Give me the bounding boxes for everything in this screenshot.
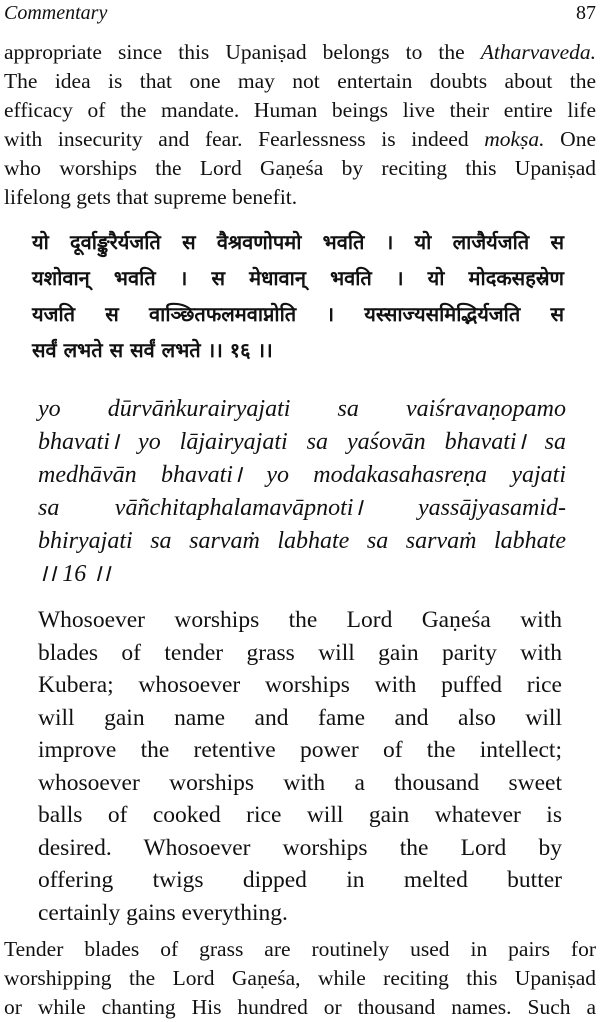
translation-line: blades of tender grass will gain parity with <box>38 639 562 666</box>
verse-line: यजति स वाञ्छितफलमवाप्नोति । यस्साज्यसमिद्भिर्यजति स <box>32 302 564 326</box>
text-line: lifelong gets that supreme benefit. <box>4 185 298 209</box>
running-title: Commentary <box>4 2 108 24</box>
translation <box>38 604 562 929</box>
page-number: 87 <box>576 2 596 24</box>
text-line: or while chanting His hundred or thousand names. Such a <box>4 995 596 1019</box>
translation-line: certainly gains everything. <box>38 899 288 926</box>
text-line: The idea is that one may not entertain doubts about the <box>4 69 596 93</box>
text-line: appropriate since this Upaniṣad belongs to the Atharvaveda. <box>4 40 596 64</box>
transliteration-line: sa vāñchitaphalamavāpnoti। yassājyasamid- <box>38 495 566 521</box>
text-line: Tender blades of grass are routinely used in pairs for <box>4 937 596 961</box>
verse-line: यशोवान् भवति । स मेधावान् भवति । यो मोदकसहस्रेण <box>32 266 564 290</box>
text-line: efficacy of the mandate. Human beings live their entire life <box>4 98 596 122</box>
transliteration-line: bhiryajati sa sarvaṁ labhate sa sarvaṁ labhate <box>38 528 566 554</box>
emphasis-atharvaveda: Atharvaveda. <box>480 40 596 64</box>
translation-line: balls of cooked rice will gain whatever is <box>38 802 562 828</box>
commentary-paragraph-bottom <box>4 935 596 1022</box>
transliteration-line: bhavati। yo lājairyajati sa yaśovān bhavati। sa <box>38 429 566 455</box>
text-line: who worships the Lord Gaṇeśa by reciting this Upaniṣad <box>4 156 596 180</box>
verse-line: यो दूर्वाङ्कुरैर्यजति स वैश्रवणोपमो भवति । यो लाजैर्यजति स <box>32 230 564 254</box>
translation-line: offering twigs dipped in melted butter <box>38 867 562 893</box>
transliteration-line: ।। 16 ।। <box>38 561 111 587</box>
text-line: worshipping the Lord Gaṇeśa, while reciting this Upaniṣad <box>4 966 596 990</box>
emphasis-moksa: mokṣa. <box>484 127 545 151</box>
transliteration <box>38 393 566 591</box>
text-line: with insecurity and fear. Fearlessness is indeed mokṣa. One <box>4 127 596 151</box>
translation-line: improve the retentive power of the intellect; <box>38 737 562 763</box>
translation-line: Kubera; whosoever worships with puffed rice <box>38 672 562 698</box>
transliteration-line: yo dūrvāṅkurairyajati sa vaiśravaṇopamo <box>38 396 566 422</box>
verse-line: सर्वं लभते स सर्वं लभते ।। १६ ।। <box>32 338 273 362</box>
sanskrit-verse <box>32 224 564 368</box>
translation-line: whosoever worships with a thousand sweet <box>38 769 562 796</box>
transliteration-line: medhāvān bhavati। yo modakasahasreṇa yajati <box>38 462 566 488</box>
commentary-paragraph-top <box>4 38 596 212</box>
running-header <box>4 0 596 28</box>
translation-line: Whosoever worships the Lord Gaṇeśa with <box>38 607 562 633</box>
translation-line: will gain name and fame and also will <box>38 704 562 731</box>
translation-line: desired. Whosoever worships the Lord by <box>38 834 562 861</box>
